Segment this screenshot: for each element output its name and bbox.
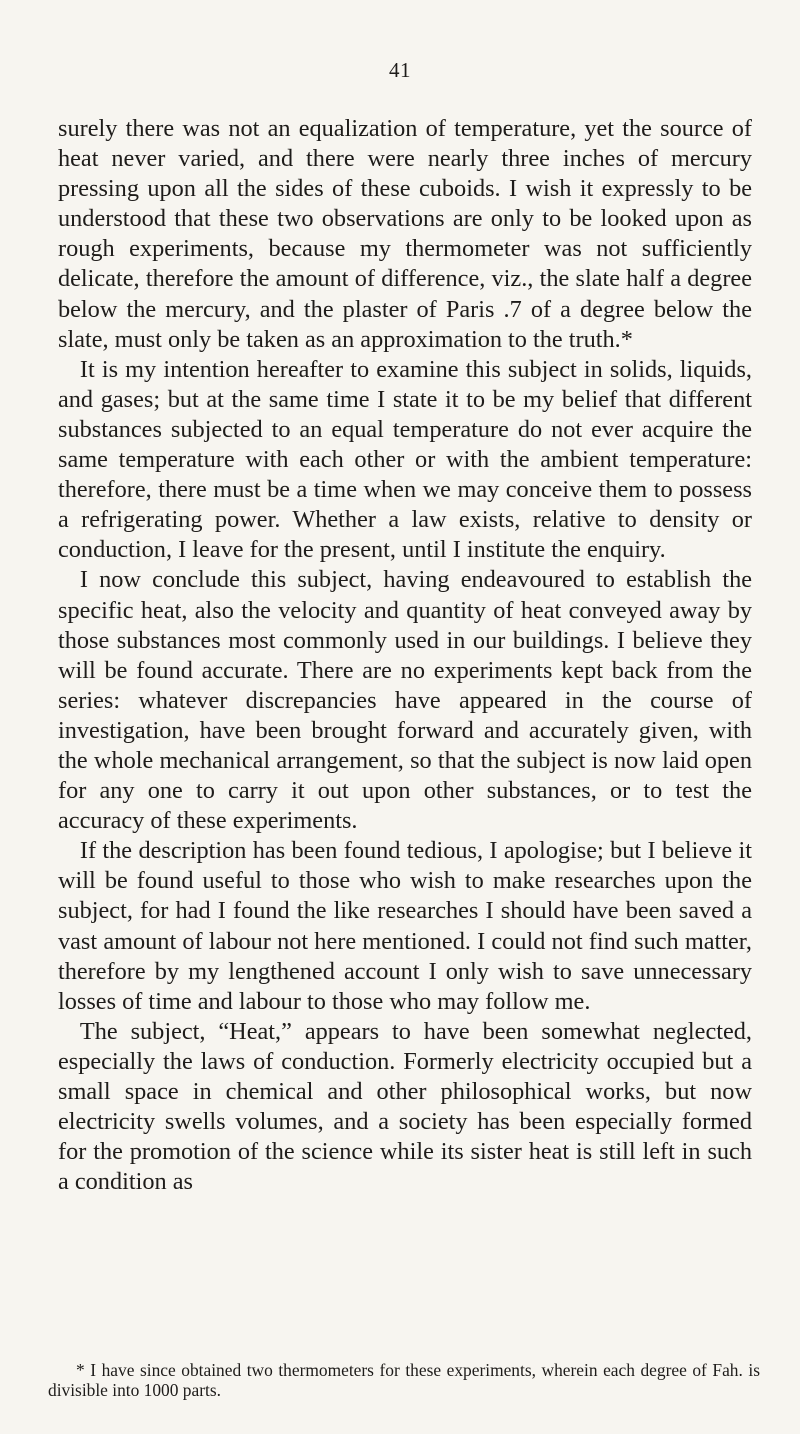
paragraph: It is my intention hereafter to examine this subject in solids, liquids, and gases; but at the same time I state it to be my belief that different substances subjected to an equal temperature do not ever acquire the same temperature with each other or with the ambient temperature: therefore, there must be a time when we may conceive them to possess a refrigerating power. Whether a law exists, relative to density or conduction, I leave for the present, until I institute the enquiry. <box>58 355 752 564</box>
paragraph: surely there was not an equalization of temperature, yet the source of heat never varied, and there were nearly three inches of mercury pressing upon all the sides of these cuboids. I wish it expressly to be understood that these two observations are only to be looked upon as rough experiments, because my thermometer was not sufficiently delicate, therefore the amount of difference, viz., the slate half a degree below the mercury, and the plaster of Paris .7 of a degree below the slate, must only be taken as an approximation to the truth.* <box>58 115 752 353</box>
body-text <box>58 114 752 1197</box>
page-number: 41 <box>389 58 411 82</box>
paragraph: I now conclude this subject, having endeavoured to establish the specific heat, also the velocity and quantity of heat conveyed away by those substances most commonly used in our buildings. I believe they will be found accurate. There are no experiments kept back from the series: whatever discrepancies have appeared in the course of investigation, have been brought forward and accurately given, with the whole mechanical arrangement, so that the subject is now laid open for any one to carry it out upon other substances, or to test the accuracy of these experiments. <box>58 566 752 835</box>
footnote <box>48 1360 760 1400</box>
footnote-text: * I have since obtained two thermometers for these experiments, wherein each degree of Fah. is divisible into 1000 parts. <box>48 1360 760 1400</box>
paragraph: If the description has been found tedious, I apologise; but I believe it will be found useful to those who wish to make researches upon the subject, for had I found the like researches I should have been saved a vast amount of labour not here mentioned. I could not find such matter, therefore by my lengthened account I only wish to save unnecessary losses of time and labour to those who may follow me. <box>58 837 752 1015</box>
paragraph: The subject, “Heat,” appears to have been somewhat neglected, especially the laws of conduction. Formerly electricity occupied but a small space in chemical and other philosophical works, but now electricity swells volumes, and a society has been especially formed for the promotion of the science while its sister heat is still left in such a condition as <box>58 1017 752 1196</box>
